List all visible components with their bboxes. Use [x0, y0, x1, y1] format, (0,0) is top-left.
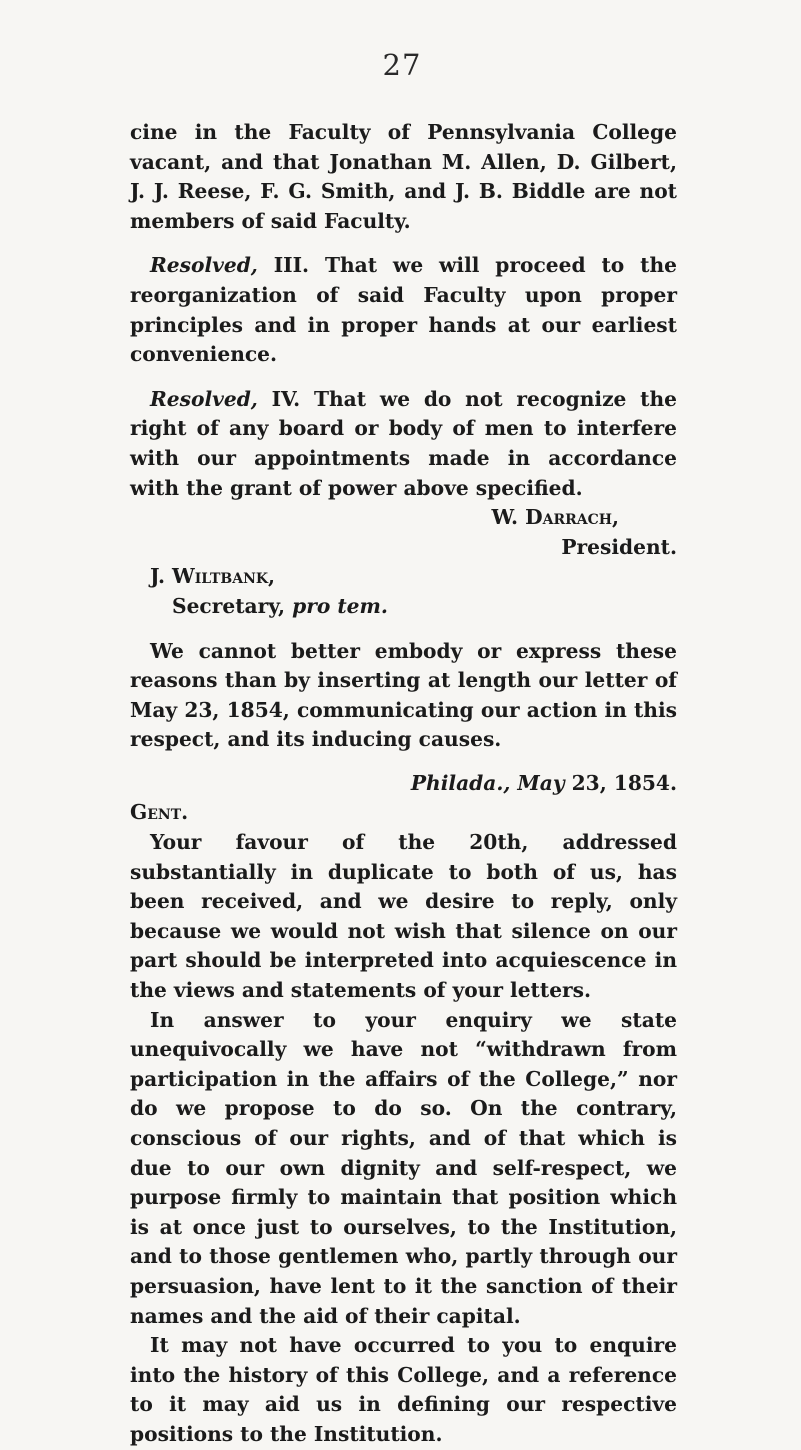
resolution-four — [130, 385, 677, 503]
letter-date: Philada., May 23, 1854. — [410, 770, 677, 795]
letter-paragraph-2: In answer to your enquiry we state unequivocally we have not “withdrawn from participation in the affairs of the College,” nor do we propose to do so. On the contrary, conscious of our rights, and of that which is due to our own dignity and self-respect, we purpose firmly to maintain that position which is at once just to ourselves, to the Institution, and to those gentlemen who, partly through our persuasion, have lent to it the sanction of their names and the aid of their capital. — [130, 1007, 677, 1328]
body-text — [130, 118, 677, 1450]
resolved-label: Resolved, — [150, 253, 258, 278]
president-name: W. Darrach, — [491, 505, 619, 530]
paragraph-continuation: cine in the Faculty of Pennsylvania College vacant, and that Jonathan M. Allen, D. Gilbert, J. J. Reese, F. G. Smith, and J. B. Biddle are not members of said Faculty. — [130, 120, 677, 233]
resolution-four-text: IV. That we do not recognize the right of any board or body of men to interfere with our appointments made in accordance with the grant of power above specified. — [130, 386, 677, 500]
secretary-name: J. Wiltbank, — [150, 564, 276, 589]
letter-paragraph-1: Your favour of the 20th, addressed substantially in duplicate to both of us, has been received, and we desire to reply, only because we would not wish that silence on our part should be interpreted into acquiescence in the views and statements of your letters. — [130, 830, 677, 1003]
president-title: President. — [561, 534, 677, 559]
letter-salutation: Gent. — [130, 800, 189, 825]
secretary-title: Secretary, pro tem. — [172, 593, 388, 618]
letter-paragraph-3: It may not have occurred to you to enquire into the history of this College, and a reference to it may aid us in defining our respective positions to the Institution. — [130, 1333, 677, 1446]
secretary-signature — [130, 562, 677, 621]
resolution-three-text: III. That we will proceed to the reorganization of said Faculty upon proper principles and in proper hands at our earliest convenience. — [130, 253, 677, 367]
resolved-label: Resolved, — [150, 386, 258, 411]
paragraph-letter-intro: We cannot better embody or express these reasons than by inserting at length our letter of May 23, 1854, communicating our action in this respect, and its inducing causes. — [130, 638, 677, 752]
page-number: 27 — [382, 48, 422, 82]
resolution-three — [130, 251, 677, 369]
president-signature — [130, 503, 677, 562]
